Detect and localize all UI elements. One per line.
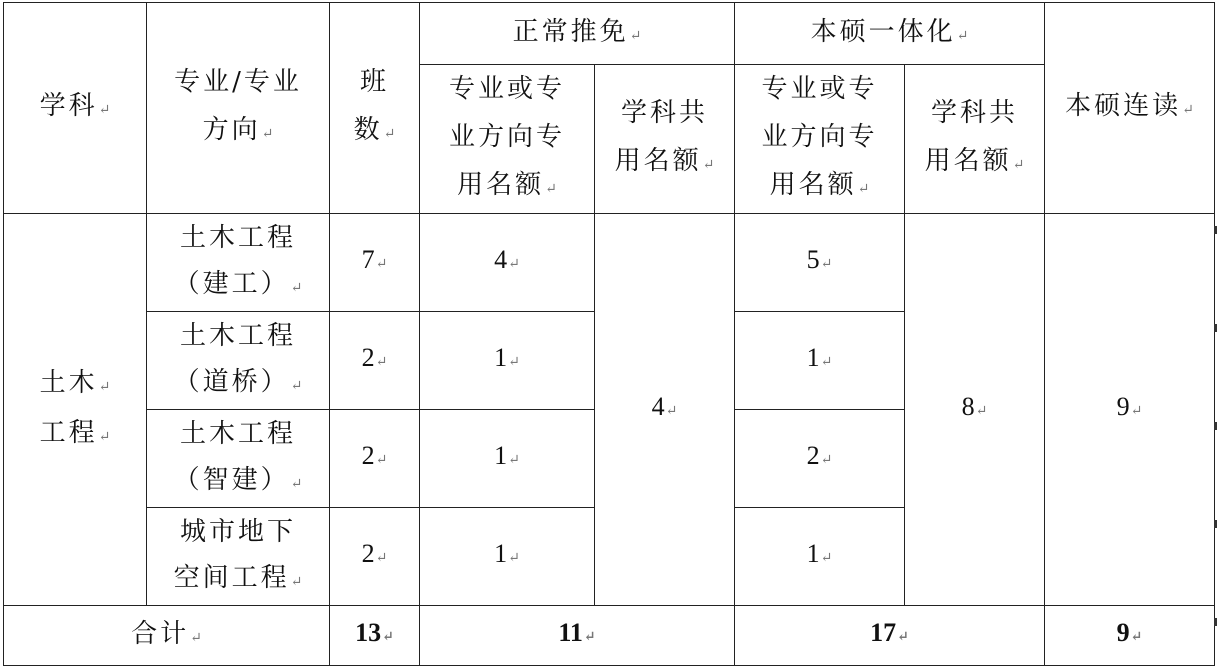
- classes-cell: 2↵: [330, 410, 420, 508]
- row-end-marker: [1214, 422, 1217, 430]
- combined-dedicated-cell: 1↵: [735, 508, 905, 606]
- major-cell: 土木工程 （建工）↵: [147, 214, 330, 312]
- total-combined: 17↵: [735, 606, 1045, 666]
- normal-shared-cell: 4↵: [595, 214, 735, 606]
- header-combined-dedicated: 专业或专 业方向专 用名额↵: [735, 65, 905, 214]
- normal-dedicated-cell: 1↵: [420, 410, 595, 508]
- combined-dedicated-cell: 2↵: [735, 410, 905, 508]
- total-normal: 11↵: [420, 606, 735, 666]
- row-end-marker: [1214, 324, 1217, 332]
- major-cell: 城市地下 空间工程↵: [147, 508, 330, 606]
- header-normal-dedicated: 专业或专 业方向专 用名额↵: [420, 65, 595, 214]
- row-end-marker: [1214, 226, 1217, 234]
- header-classes: 班 数↵: [330, 3, 420, 214]
- combined-shared-cell: 8↵: [905, 214, 1045, 606]
- header-subject: 学科↵: [4, 3, 147, 214]
- classes-cell: 2↵: [330, 508, 420, 606]
- combined-dedicated-cell: 5↵: [735, 214, 905, 312]
- header-combined-group: 本硕一体化↵: [735, 3, 1045, 65]
- normal-dedicated-cell: 1↵: [420, 508, 595, 606]
- subject-civil-engineering: 土木↵ 工程↵: [4, 214, 147, 606]
- header-normal-shared: 学科共 用名额↵: [595, 65, 735, 214]
- total-continuous: 9↵: [1045, 606, 1215, 666]
- classes-cell: 7↵: [330, 214, 420, 312]
- row-end-markers: [1213, 0, 1217, 667]
- header-normal-group: 正常推免↵: [420, 3, 735, 65]
- classes-cell: 2↵: [330, 312, 420, 410]
- total-label: 合计↵: [4, 606, 330, 666]
- normal-dedicated-cell: 4↵: [420, 214, 595, 312]
- row-end-marker: [1214, 618, 1217, 626]
- continuous-cell: 9↵: [1045, 214, 1215, 606]
- header-combined-shared: 学科共 用名额↵: [905, 65, 1045, 214]
- major-cell: 土木工程 （智建）↵: [147, 410, 330, 508]
- combined-dedicated-cell: 1↵: [735, 312, 905, 410]
- quota-table: [3, 2, 1215, 666]
- total-classes: 13↵: [330, 606, 420, 666]
- major-cell: 土木工程 （道桥）↵: [147, 312, 330, 410]
- header-continuous: 本硕连读↵: [1045, 3, 1215, 214]
- header-major: 专业/专业 方向↵: [147, 3, 330, 214]
- normal-dedicated-cell: 1↵: [420, 312, 595, 410]
- row-end-marker: [1214, 520, 1217, 528]
